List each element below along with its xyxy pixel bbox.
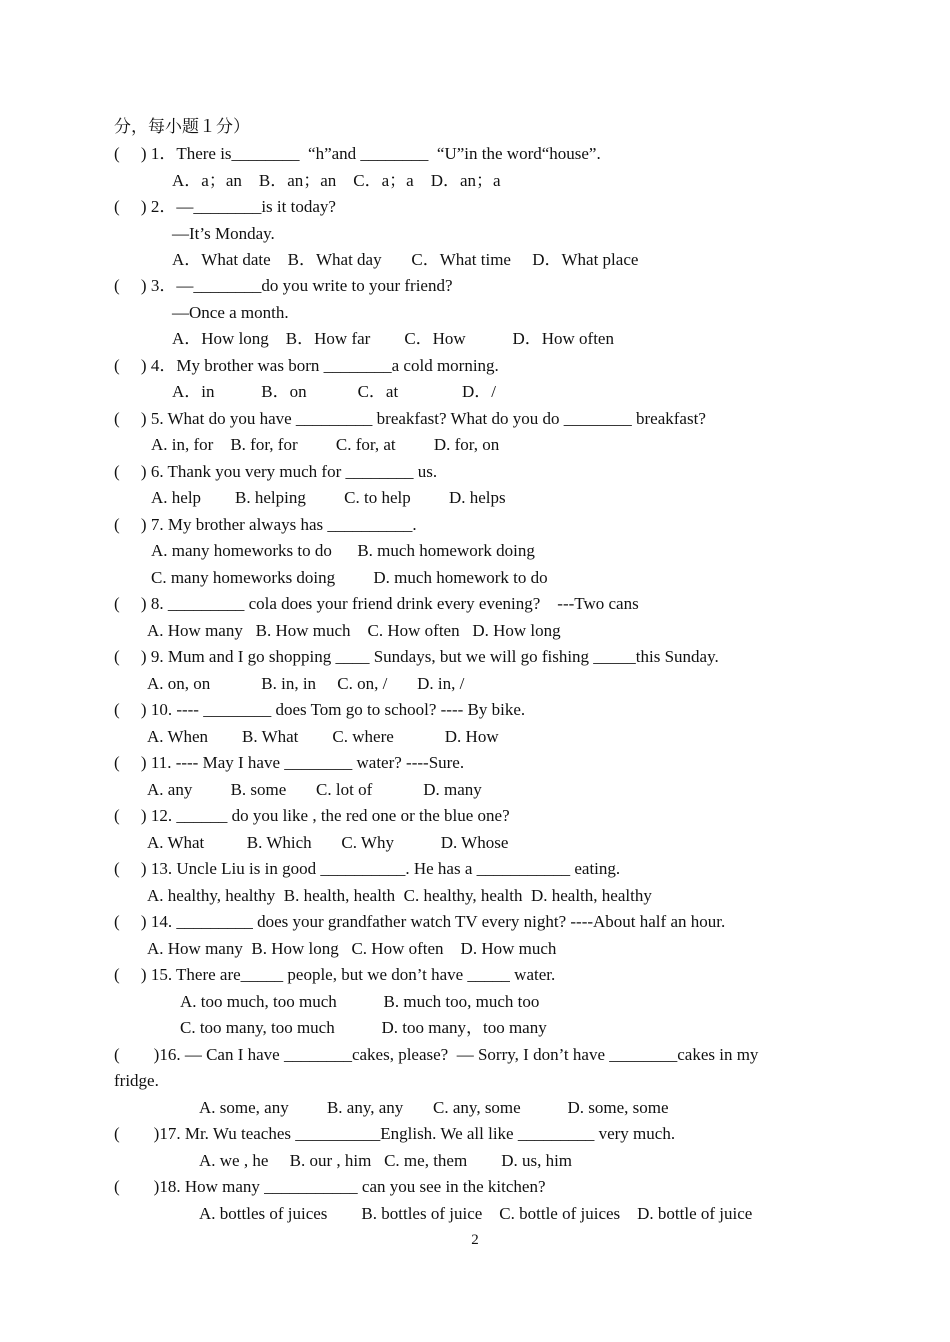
question-16-stem-continued: fridge. xyxy=(114,1071,159,1090)
question-1-options: A．a；an B．an；an C．a；a D．an；a xyxy=(172,171,501,190)
page-number: 2 xyxy=(471,1232,479,1248)
question-6-options: A. help B. helping C. to help D. helps xyxy=(151,488,506,507)
question-15-stem: ( ) 15. There are_____ people, but we don’t have _____ water. xyxy=(114,965,556,984)
question-3-options: A．How long B．How far C．How D．How often xyxy=(172,329,614,348)
question-16-stem: ( )16. — Can I have ________cakes, please? — Sorry, I don’t have ________cakes in my xyxy=(114,1045,759,1064)
question-12-stem: ( ) 12. ______ do you like , the red one or the blue one? xyxy=(114,806,510,825)
question-3-stem: ( ) 3．—________do you write to your friend? xyxy=(114,276,453,295)
question-16-options: A. some, any B. any, any C. any, some D. some, some xyxy=(199,1098,669,1117)
question-5-stem: ( ) 5. What do you have _________ breakfast? What do you do ________ breakfast? xyxy=(114,409,706,428)
question-6-stem: ( ) 6. Thank you very much for ________ us. xyxy=(114,462,438,481)
question-2-answer: —It’s Monday. xyxy=(172,224,275,243)
question-15-options-row-1: A. too much, too much B. much too, much too xyxy=(180,992,540,1011)
question-11-stem: ( ) 11. ---- May I have ________ water? ----Sure. xyxy=(114,753,465,772)
question-5-options: A. in, for B. for, for C. for, at D. for, on xyxy=(151,435,500,454)
question-13-stem: ( ) 13. Uncle Liu is in good __________. He has a ___________ eating. xyxy=(114,859,621,878)
question-18-stem: ( )18. How many ___________ can you see in the kitchen? xyxy=(114,1177,546,1196)
question-14-options: A. How many B. How long C. How often D. How much xyxy=(147,939,557,958)
question-10-stem: ( ) 10. ---- ________ does Tom go to school? ---- By bike. xyxy=(114,700,526,719)
question-13-options: A. healthy, healthy B. health, health C. healthy, health D. health, healthy xyxy=(147,886,652,905)
question-3-answer: —Once a month. xyxy=(172,303,289,322)
question-2-stem: ( ) 2．—________is it today? xyxy=(114,197,336,216)
question-7-stem: ( ) 7. My brother always has __________. xyxy=(114,515,417,534)
question-9-stem: ( ) 9. Mum and I go shopping ____ Sundays, but we will go fishing _____this Sunday. xyxy=(114,647,719,666)
question-8-stem: ( ) 8. _________ cola does your friend drink every evening? ---Two cans xyxy=(114,594,639,613)
question-4-options: A．in B．on C．at D．/ xyxy=(172,382,496,401)
question-7-options-row-1: A. many homeworks to do B. much homework doing xyxy=(151,541,535,560)
question-1-stem: ( ) 1．There is________ “h”and ________ “U”in the word“house”. xyxy=(114,144,601,163)
question-7-options-row-2: C. many homeworks doing D. much homework to do xyxy=(151,568,548,587)
question-9-options: A. on, on B. in, in C. on, / D. in, / xyxy=(147,674,465,693)
section-header: 分，每小题１分） xyxy=(114,117,250,136)
question-14-stem: ( ) 14. _________ does your grandfather watch TV every night? ----About half an hour. xyxy=(114,912,726,931)
question-18-options: A. bottles of juices B. bottles of juice C. bottle of juices D. bottle of juice xyxy=(199,1204,753,1223)
question-10-options: A. When B. What C. where D. How xyxy=(147,727,499,746)
question-17-stem: ( )17. Mr. Wu teaches __________English. We all like _________ very much. xyxy=(114,1124,676,1143)
question-11-options: A. any B. some C. lot of D. many xyxy=(147,780,482,799)
question-12-options: A. What B. Which C. Why D. Whose xyxy=(147,833,509,852)
question-2-options: A．What date B．What day C．What time D．What place xyxy=(172,250,639,269)
question-8-options: A. How many B. How much C. How often D. How long xyxy=(147,621,561,640)
question-17-options: A. we , he B. our , him C. me, them D. us, him xyxy=(199,1151,573,1170)
question-15-options-row-2: C. too many, too much D. too many，too many xyxy=(180,1018,547,1037)
question-4-stem: ( ) 4．My brother was born ________a cold morning. xyxy=(114,356,499,375)
